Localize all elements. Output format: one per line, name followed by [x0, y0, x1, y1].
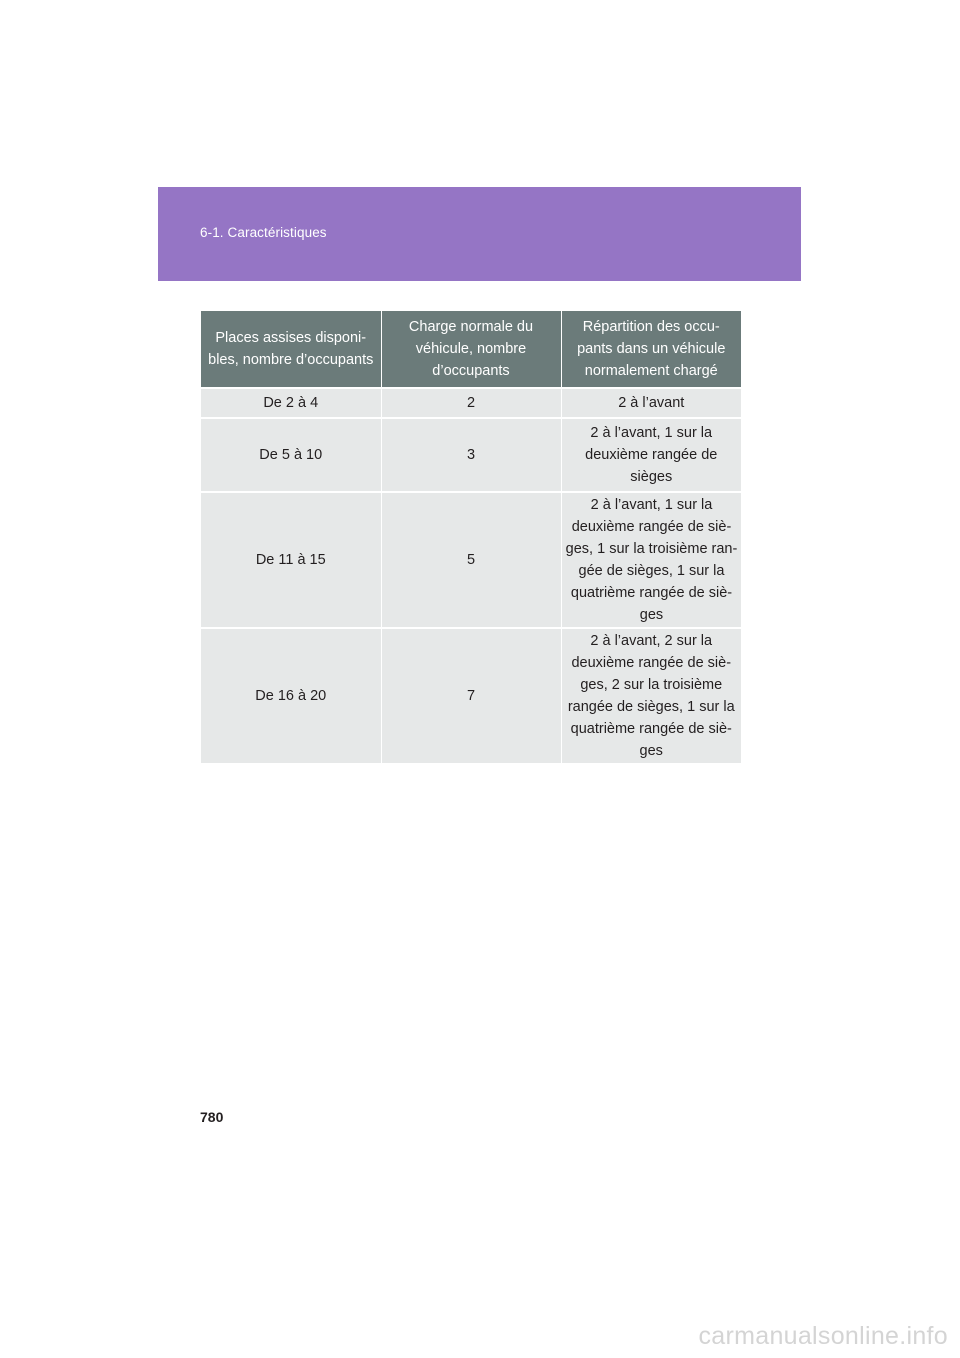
section-header-band: [158, 187, 801, 281]
header-normal-load-label: Charge normale du véhicule, nombre d’occupants: [408, 319, 534, 379]
watermark: carmanualsonline.info: [698, 1322, 948, 1350]
table-row: [201, 492, 741, 628]
section-title: 6-1. Caractéristiques: [200, 225, 327, 240]
cell-distribution-text: 2 à l’avant, 1 sur la deuxième rangée de sièges: [585, 425, 718, 485]
page-number: 780: [200, 1109, 224, 1125]
cell-seats: De 11 à 15: [201, 492, 381, 628]
cell-distribution: [561, 388, 741, 418]
table-row: [201, 628, 741, 763]
cell-load: 7: [381, 628, 561, 763]
table-header-row: [201, 311, 741, 388]
header-distribution: [561, 311, 741, 388]
header-normal-load: [381, 311, 561, 388]
table-row: [201, 418, 741, 492]
cell-distribution: [561, 492, 741, 628]
cell-seats: De 5 à 10: [201, 418, 381, 492]
cell-load: 2: [381, 388, 561, 418]
header-distribution-label: Répartition des occu-pants dans un véhicule normalement chargé: [577, 319, 726, 379]
cell-distribution: [561, 628, 741, 763]
cell-distribution-text: 2 à l’avant, 1 sur la deuxième rangée de siè-ges, 1 sur la troisième ran-gée de sièges, 1 sur la quatrième rangée de siè-ges: [565, 497, 738, 623]
header-seating-capacity-label: Places assises disponi-bles, nombre d’occupants: [208, 330, 374, 368]
cell-load: 5: [381, 492, 561, 628]
cell-seats: De 2 à 4: [201, 388, 381, 418]
cell-distribution-text: 2 à l’avant, 2 sur la deuxième rangée de siè-ges, 2 sur la troisième rangée de sièges, 1 sur la quatrième rangée de siè-ges: [567, 633, 735, 759]
occupant-load-table: [201, 311, 741, 763]
cell-load: 3: [381, 418, 561, 492]
cell-seats: De 16 à 20: [201, 628, 381, 763]
table-row: [201, 388, 741, 418]
cell-distribution: [561, 418, 741, 492]
cell-distribution-text: 2 à l’avant: [618, 395, 685, 411]
header-seating-capacity: [201, 311, 381, 388]
